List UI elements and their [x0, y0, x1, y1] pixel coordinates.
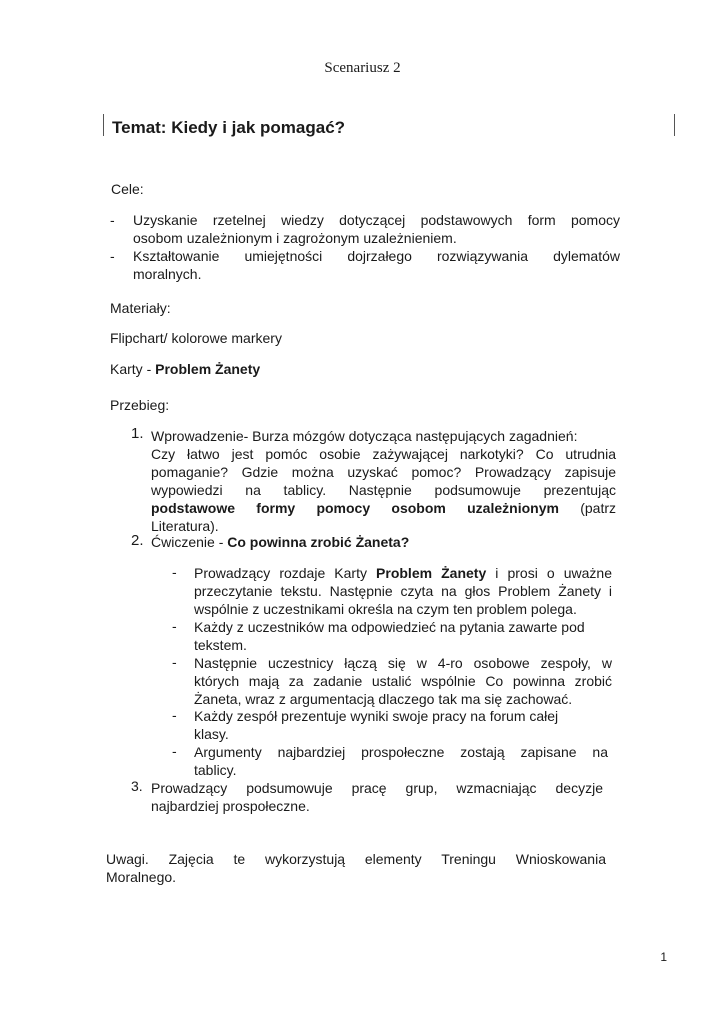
step-2-bullet [194, 618, 612, 654]
page-number: 1 [660, 950, 667, 964]
step-1-line: wypowiedzi na tablicy. Następnie podsumowuje prezentując [151, 482, 616, 498]
step-1-line: pomaganie? Gdzie można uzyskać pomoc? Prowadzący zapisuje [151, 464, 616, 480]
notes-line: Moralnego. [106, 869, 177, 885]
dash-bullet: - [110, 248, 115, 264]
notes-line: Uwagi. Zajęcia te wykorzystują elementy Treningu Wnioskowania [106, 851, 606, 867]
procedure-heading: Przebieg: [110, 397, 170, 413]
step-2-heading [151, 533, 409, 551]
step-3-line: Prowadzący podsumowuje pracę grup, wzmacniając decyzje [151, 780, 603, 796]
bullet-text: Prowadzący rozdaje Karty [194, 565, 377, 581]
goal-item [110, 211, 620, 251]
dash-bullet: - [172, 618, 177, 634]
step-3 [151, 779, 603, 815]
page-title: Temat: Kiedy i jak pomagać? [112, 118, 346, 137]
step-2-title: Co powinna zrobić Żaneta? [227, 534, 410, 550]
step-1-bold: podstawowe formy pomocy osobom uzależnionym [151, 500, 559, 516]
bullet-line: Następnie uczestnicy łączą się w 4-ro osobowe zespoły, w [194, 655, 612, 671]
dash-bullet: - [172, 707, 177, 723]
step-1-line [151, 499, 616, 517]
bullet-line: tablicy. [194, 762, 237, 778]
dash-bullet: - [172, 654, 177, 670]
bullet-line: klasy. [194, 726, 229, 742]
step-1-line: Czy łatwo jest pomóc osobie zażywającej narkotyki? Co utrudnia [151, 446, 616, 462]
goal-line: moralnych. [133, 266, 202, 282]
goal-line: Uzyskanie rzetelnej wiedzy dotyczącej podstawowych form pomocy [133, 212, 620, 228]
dash-bullet: - [172, 743, 177, 759]
dash-bullet: - [110, 212, 115, 228]
goal-line: osobom uzależnionym i zagrożonym uzależnieniem. [133, 230, 457, 246]
step-2-bullet [194, 743, 608, 779]
step-2-prefix: Ćwiczenie - [151, 534, 228, 550]
right-margin-mark [674, 114, 675, 136]
step-1-line: Wprowadzenie- Burza mózgów dotycząca następujących zagadnień: [151, 428, 578, 444]
step-2-bullet [194, 707, 618, 743]
step-number: 1. [131, 425, 144, 442]
step-2-bullet [194, 654, 612, 708]
page-header: Scenariusz 2 [324, 60, 401, 76]
bullet-line: Każdy z uczestników ma odpowiedzieć na pytania zawarte pod [194, 619, 585, 635]
bullet-line: Każdy zespół prezentuje wyniki swoje pracy na forum całej [194, 708, 559, 724]
goals-heading: Cele: [111, 181, 144, 197]
step-2-bullet [194, 564, 612, 618]
materials-cards [110, 361, 260, 377]
materials-heading: Materiały: [110, 300, 171, 316]
bullet-line [194, 564, 612, 582]
cards-prefix: Karty - [110, 361, 156, 377]
dash-bullet: - [172, 564, 177, 580]
goal-line: Kształtowanie umiejętności dojrzałego rozwiązywania dylematów [133, 248, 620, 264]
step-number: 3. [131, 778, 143, 794]
cards-title: Problem Żanety [155, 361, 261, 377]
step-1-rest: (patrz [558, 500, 617, 516]
step-number: 2. [131, 532, 144, 549]
bullet-line: Argumenty najbardziej prospołeczne zostają zapisane na [194, 744, 608, 760]
bullet-line: przeczytanie tekstu. Następnie czyta na głos Problem Żanety i [194, 583, 612, 599]
left-margin-mark [103, 114, 104, 136]
bullet-bold: Problem Żanety [376, 565, 487, 581]
materials-flipchart: Flipchart/ kolorowe markery [110, 330, 282, 346]
step-1 [151, 427, 616, 535]
goal-item [110, 247, 620, 287]
bullet-line: tekstem. [194, 637, 247, 653]
bullet-line: Żaneta, wraz z argumentacją dlaczego tak ma się zachować. [194, 691, 573, 707]
bullet-line: których mają za zadanie ustalić wspólnie Co powinna zrobić [194, 673, 612, 689]
notes [106, 850, 606, 886]
bullet-text: i prosi o uważne [486, 565, 612, 581]
step-1-line: Literatura). [151, 518, 219, 534]
step-3-line: najbardziej prospołeczne. [151, 798, 310, 814]
bullet-line: wspólnie z uczestnikami określa na czym ten problem polega. [194, 601, 577, 617]
